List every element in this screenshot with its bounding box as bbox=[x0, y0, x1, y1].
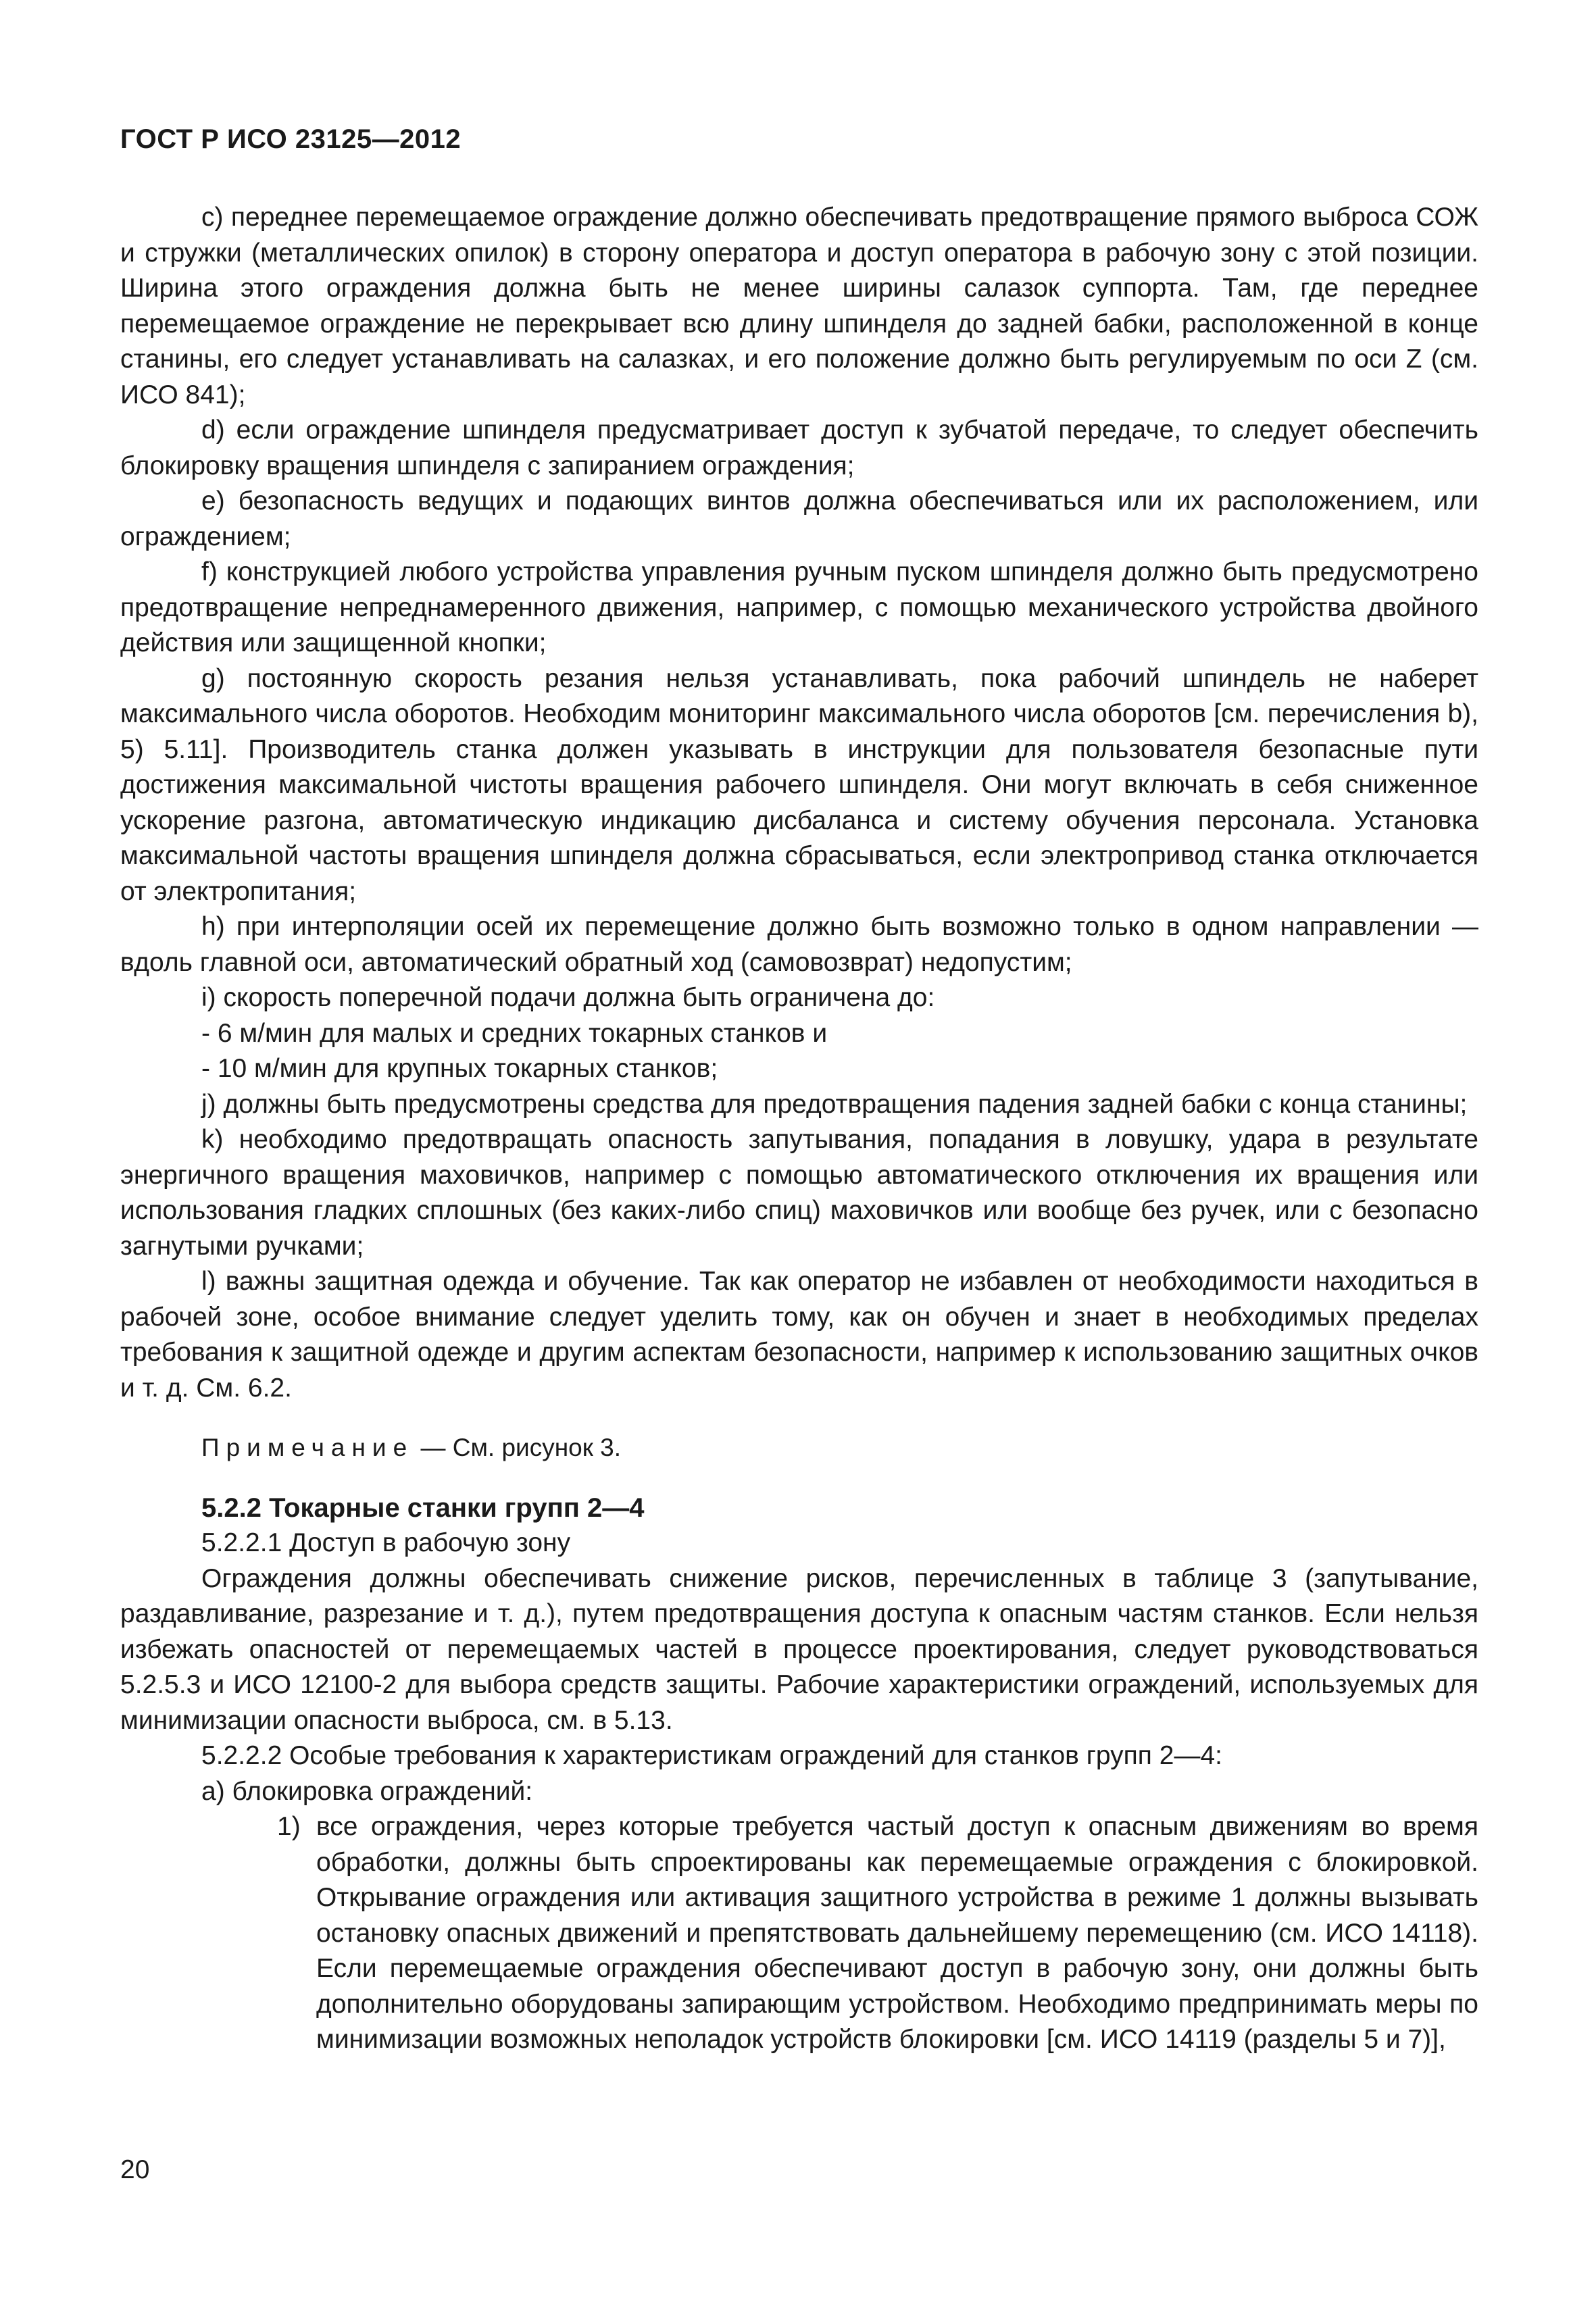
section-heading: 5.2.2 Токарные станки групп 2—4 bbox=[201, 1492, 645, 1523]
subsection-5-2-2-1-text: Ограждения должны обеспечивать снижение рисков, перечисленных в таблице 3 (запутывание, раздавливание, разрезание и т. д.), путем предотвращения доступа к опасным частям станков. Если нельзя избежать опасностей от перемещаемых частей в процессе проектирования, следует руководствоваться 5.2.5.3 и ИСО 12100-2 для выбора средств защиты. Рабочие характеристики ограждений, используемых для минимизации опасности выброса, см. в 5.13. bbox=[120, 1563, 1478, 1735]
subsection-5-2-2-2-title: 5.2.2.2 Особые требования к характеристикам ограждений для станков групп 2—4: bbox=[201, 1741, 1222, 1770]
paragraph-h: h) при интерполяции осей их перемещение должно быть возможно только в одном направлении — вдоль главной оси, автоматический обратный ход (самовозврат) недопустим; bbox=[120, 912, 1478, 977]
paragraph-e: e) безопасность ведущих и подающих винтов должна обеспечиваться или их расположением, или ограждением; bbox=[120, 486, 1478, 551]
paragraph-i: i) скорость поперечной подачи должна быть ограничена до: bbox=[201, 983, 935, 1012]
paragraph-c: c) переднее перемещаемое ограждение должно обеспечивать предотвращение прямого выброса СОЖ и стружки (металлических опилок) в сторону оператора и доступ оператора в рабочую зону с этой позиции. Ширина этого ограждения должна быть не менее ширины салазок суппорта. Там, где переднее перемещаемое ограждение не перекрывает всю длину шпинделя до задней бабки, расположенной в конце станины, его следует устанавливать на салазках, и его положение должно быть регулируемым по оси Z (см. ИСО 841); bbox=[120, 203, 1478, 409]
paragraph-l: l) важны защитная одежда и обучение. Так как оператор не избавлен от необходимости находиться в рабочей зоне, особое внимание следует уделить тому, как он обучен и знает в необходимых пределах требования к защитной одежде и другим аспектам безопасности, например к использованию защитных очков и т. д. См. 6.2. bbox=[120, 1267, 1478, 1403]
paragraph-f: f) конструкцией любого устройства управления ручным пуском шпинделя должно быть предусмотрено предотвращение непреднамеренного движения, например, с помощью механического устройства двойного действия или защищенной кнопки; bbox=[120, 557, 1478, 657]
list-item-text: все ограждения, через которые требуется частый доступ к опасным движениям во время обработки, должны быть спроектированы как перемещаемые ограждения с блокировкой. Открывание ограждения или активация защитного устройства в режиме 1 должны вызывать остановку опасных движений и препятствовать дальнейшему перемещению (см. ИСО 14118). Если перемещаемые ограждения обеспечивают доступ в рабочую зону, они должны быть дополнительно оборудованы запирающим устройством. Необходимо предпринимать меры по минимизации возможных неполадок устройств блокировки [см. ИСО 14119 (разделы 5 и 7)], bbox=[316, 1812, 1478, 2054]
paragraph-j: j) должны быть предусмотрены средства для предотвращения падения задней бабки с конца станины; bbox=[201, 1089, 1468, 1119]
note-text: — См. рисунок 3. bbox=[414, 1434, 622, 1461]
paragraph-a: a) блокировка ограждений: bbox=[201, 1776, 533, 1806]
paragraph-i-dash-2: - 10 м/мин для крупных токарных станков; bbox=[201, 1054, 718, 1083]
page-number: 20 bbox=[120, 2155, 150, 2184]
note bbox=[120, 1430, 1478, 1466]
note-label: Примечание bbox=[201, 1434, 414, 1461]
paragraph-d: d) если ограждение шпинделя предусматривает доступ к зубчатой передаче, то следует обеспечить блокировку вращения шпинделя с запиранием ограждения; bbox=[120, 416, 1478, 480]
paragraph-g: g) постоянную скорость резания нельзя устанавливать, пока рабочий шпиндель не наберет максимального числа оборотов. Необходим мониторинг максимального числа оборотов [см. перечисления b), 5) 5.11]. Производитель станка должен указывать в инструкции для пользователя безопасные пути достижения максимальной чистоты вращения рабочего шпинделя. Они могут включать в себя сниженное ускорение разгона, автоматическую индикацию дисбаланса и систему обучения персонала. Установка максимальной частоты вращения шпинделя должна сбрасываться, если электропривод станка отключается от электропитания; bbox=[120, 663, 1478, 906]
document-header: ГОСТ Р ИСО 23125—2012 bbox=[120, 124, 462, 154]
list-item-number: 1) bbox=[277, 1812, 301, 1841]
subsection-5-2-2-1-title: 5.2.2.1 Доступ в рабочую зону bbox=[201, 1528, 571, 1557]
paragraph-k: k) необходимо предотвращать опасность запутывания, попадания в ловушку, удара в результате энергичного вращения маховичков, например с помощью автоматического отключения их вращения или использования гладких сплошных (без каких-либо спиц) маховичков или вообще без ручек, или с безопасно загнутыми ручками; bbox=[120, 1125, 1478, 1261]
document-body bbox=[120, 200, 1478, 2058]
list-item-1 bbox=[277, 1809, 1478, 2058]
paragraph-i-dash-1: - 6 м/мин для малых и средних токарных станков и bbox=[201, 1018, 828, 1048]
